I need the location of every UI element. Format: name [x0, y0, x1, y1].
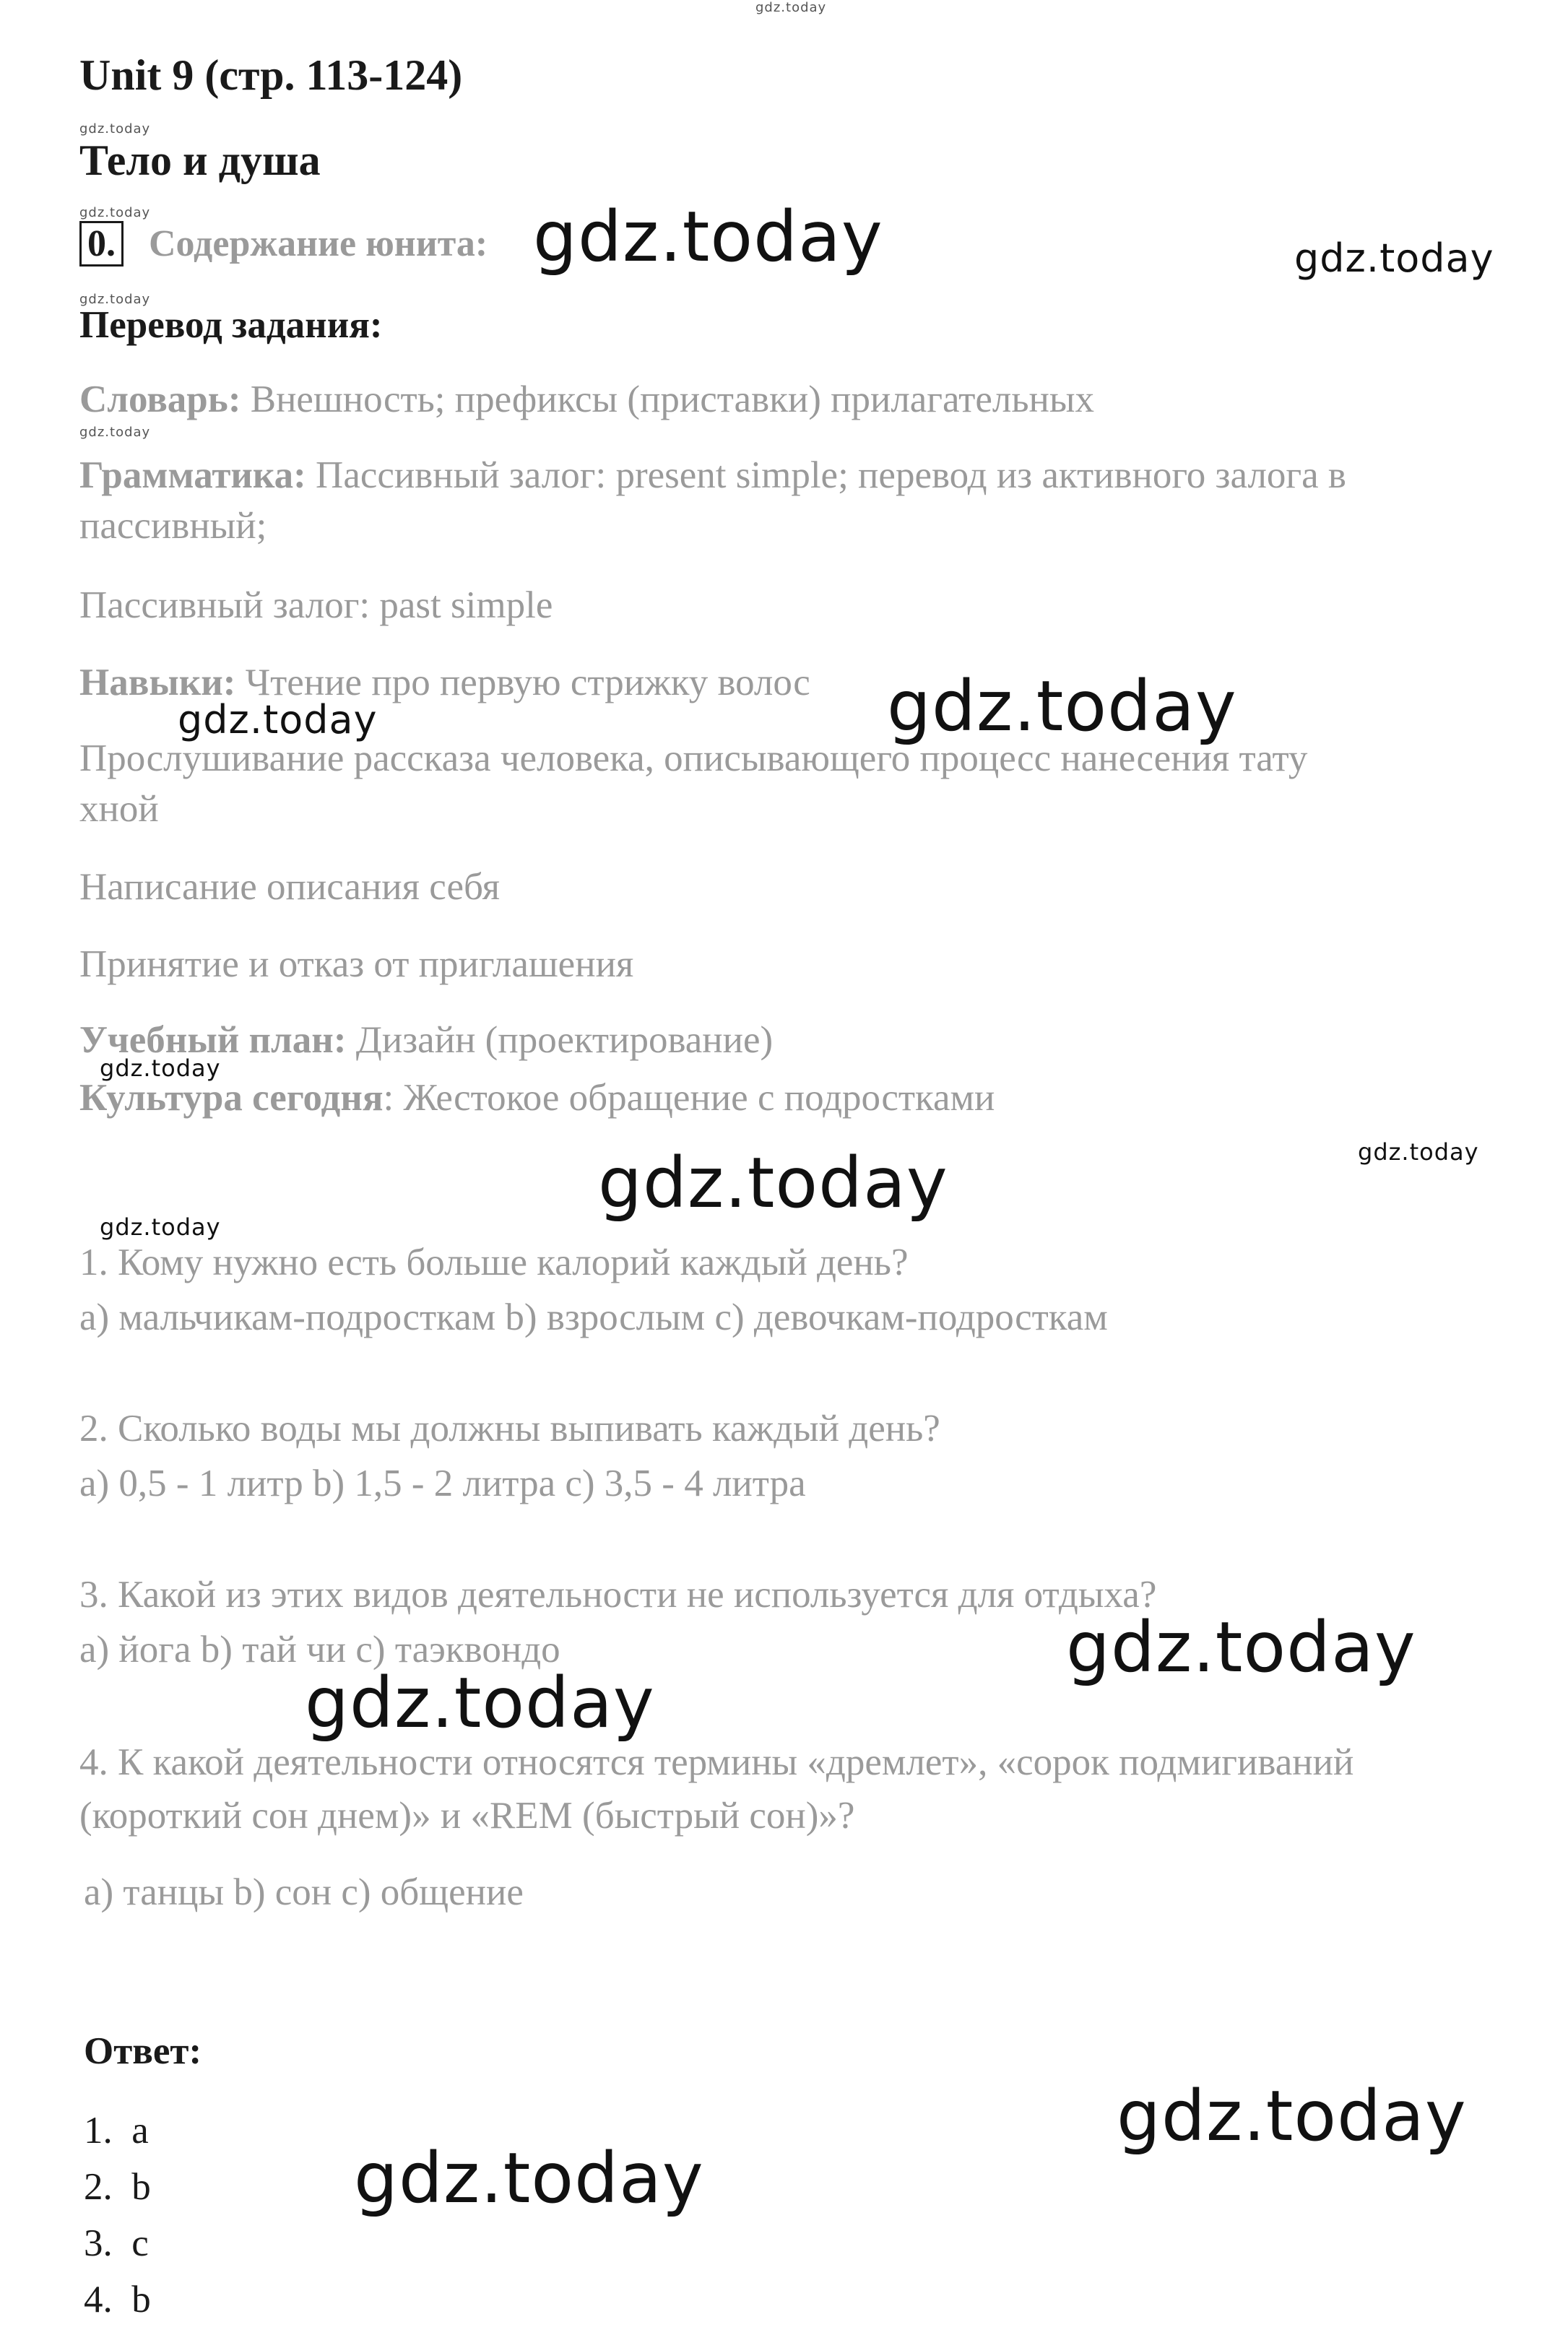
- vocabulary-text: Внешность; префиксы (приставки) прилагательных: [241, 378, 1094, 420]
- skills-line-3: хной: [79, 788, 159, 830]
- watermark-medium: gdz.today: [178, 697, 378, 742]
- skills-line-5: Принятие и отказ от приглашения: [79, 943, 634, 985]
- unit-title: Unit 9 (стр. 113-124): [79, 51, 463, 99]
- watermark-medium: gdz.today: [1294, 235, 1494, 281]
- watermark-small: gdz.today: [1358, 1138, 1479, 1166]
- curriculum-text: Дизайн (проектирование): [346, 1019, 774, 1061]
- skills-line-4: Написание описания себя: [79, 866, 501, 908]
- skills-line-2: Прослушивание рассказа человека, описывающего процесс нанесения тату: [79, 737, 1308, 779]
- watermark-large: gdz.today: [1066, 1607, 1416, 1688]
- question-2: 2. Сколько воды мы должны выпивать каждый день?: [79, 1408, 940, 1450]
- task-number-box: 0.: [79, 221, 124, 267]
- answer-item-2: 2. b: [84, 2166, 151, 2208]
- question-4-line-1: 4. К какой деятельности относятся термины «дремлет», «сорок подмигиваний: [79, 1741, 1354, 1783]
- page-subtitle: Тело и душа: [79, 137, 321, 184]
- question-2-options: a) 0,5 - 1 литр b) 1,5 - 2 литра c) 3,5 - 4 литра: [79, 1463, 806, 1504]
- watermark-small: gdz.today: [100, 1054, 221, 1082]
- watermark-large: gdz.today: [533, 196, 883, 277]
- watermark-small: gdz.today: [79, 292, 151, 307]
- watermark-small: gdz.today: [79, 121, 151, 137]
- answer-item-4: 4. b: [84, 2279, 151, 2321]
- watermark-large: gdz.today: [887, 666, 1237, 747]
- question-1-options: a) мальчикам-подросткам b) взрослым c) девочкам-подросткам: [79, 1296, 1108, 1338]
- translation-heading: Перевод задания:: [79, 304, 383, 346]
- skills-label: Навыки:: [79, 662, 236, 703]
- watermark-large: gdz.today: [305, 1663, 655, 1743]
- answer-label: Ответ:: [84, 2030, 202, 2072]
- question-1: 1. Кому нужно есть больше калорий каждый день?: [79, 1242, 909, 1283]
- watermark-large: gdz.today: [598, 1143, 948, 1223]
- question-3-options: a) йога b) тай чи c) таэквондо: [79, 1629, 560, 1671]
- watermark-small: gdz.today: [100, 1213, 221, 1241]
- vocabulary-label: Словарь:: [79, 378, 241, 420]
- question-3: 3. Какой из этих видов деятельности не используется для отдыха?: [79, 1574, 1157, 1616]
- question-4-options: a) танцы b) сон c) общение: [84, 1871, 524, 1913]
- watermark-large: gdz.today: [354, 2138, 704, 2219]
- answer-item-3: 3. c: [84, 2222, 149, 2264]
- grammar-line-3: Пассивный залог: past simple: [79, 584, 553, 626]
- watermark-large: gdz.today: [1117, 2076, 1467, 2157]
- grammar-label: Грамматика:: [79, 454, 306, 496]
- culture-label: Культура сегодня: [79, 1077, 384, 1119]
- culture-text: : Жестокое обращение с подростками: [383, 1077, 995, 1119]
- watermark-small: gdz.today: [79, 425, 151, 440]
- culture-line: [79, 1076, 995, 1119]
- watermark-small: gdz.today: [79, 205, 151, 220]
- skills-text: Чтение про первую стрижку волос: [235, 662, 810, 703]
- vocabulary-line: [79, 378, 1094, 421]
- task-heading: Содержание юнита:: [149, 223, 488, 264]
- watermark-top: gdz.today: [755, 0, 827, 15]
- grammar-line-1: [79, 454, 1346, 497]
- grammar-line-2: пассивный;: [79, 505, 267, 547]
- grammar-text: Пассивный залог: present simple; перевод из активного залога в: [306, 454, 1346, 496]
- curriculum-label: Учебный план:: [79, 1019, 347, 1061]
- question-4-line-2: (короткий сон днем)» и «REM (быстрый сон)»?: [79, 1795, 855, 1837]
- task-heading-row: [79, 221, 488, 267]
- answer-item-1: 1. a: [84, 2110, 149, 2152]
